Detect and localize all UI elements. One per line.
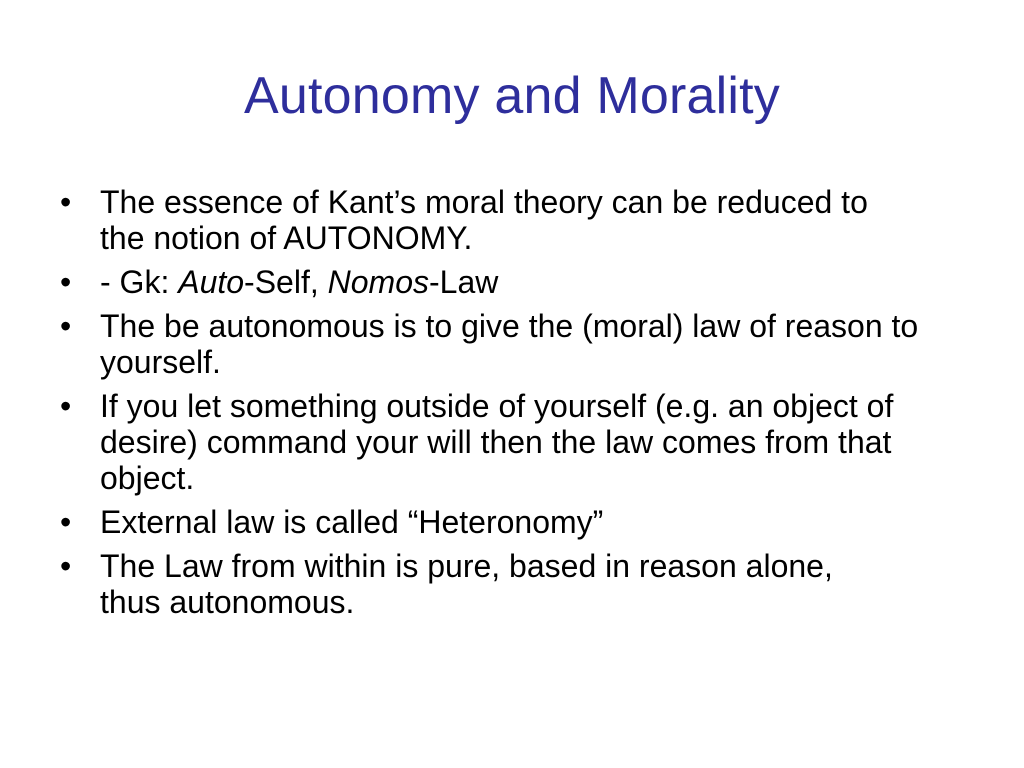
- bullet-text: External law is called “Heteronomy”: [100, 504, 604, 540]
- bullet-list: [56, 184, 976, 628]
- bullet-icon: •: [60, 308, 72, 344]
- bullet-item: [56, 388, 960, 496]
- bullet-item: [56, 504, 976, 540]
- bullet-text: The Law from within is pure, based in reason alone, thus autonomous.: [100, 548, 833, 620]
- greek-term-nomos: Nomos: [327, 264, 429, 300]
- bullet-item: [56, 264, 976, 300]
- greek-term-auto: Auto: [178, 264, 245, 300]
- greek-meaning-self: -Self,: [244, 264, 328, 300]
- greek-meaning-law: -Law: [428, 264, 499, 300]
- bullet-icon: •: [60, 184, 72, 220]
- bullet-text: The be autonomous is to give the (moral) law of reason to yourself.: [100, 308, 919, 380]
- bullet-prefix: - Gk:: [100, 264, 179, 300]
- bullet-icon: •: [60, 264, 72, 300]
- bullet-item: [56, 548, 900, 620]
- slide-title: Autonomy and Morality: [243, 67, 780, 125]
- bullet-icon: •: [60, 388, 72, 424]
- bullet-item: [56, 308, 950, 380]
- bullet-text: If you let something outside of yourself (e.g. an object of desire) command your will then the law comes from that object.: [100, 388, 894, 496]
- bullet-item: [56, 184, 880, 256]
- bullet-text: The essence of Kant’s moral theory can be reduced to the notion of AUTONOMY.: [100, 184, 868, 256]
- bullet-icon: •: [60, 548, 72, 584]
- bullet-icon: •: [60, 504, 72, 540]
